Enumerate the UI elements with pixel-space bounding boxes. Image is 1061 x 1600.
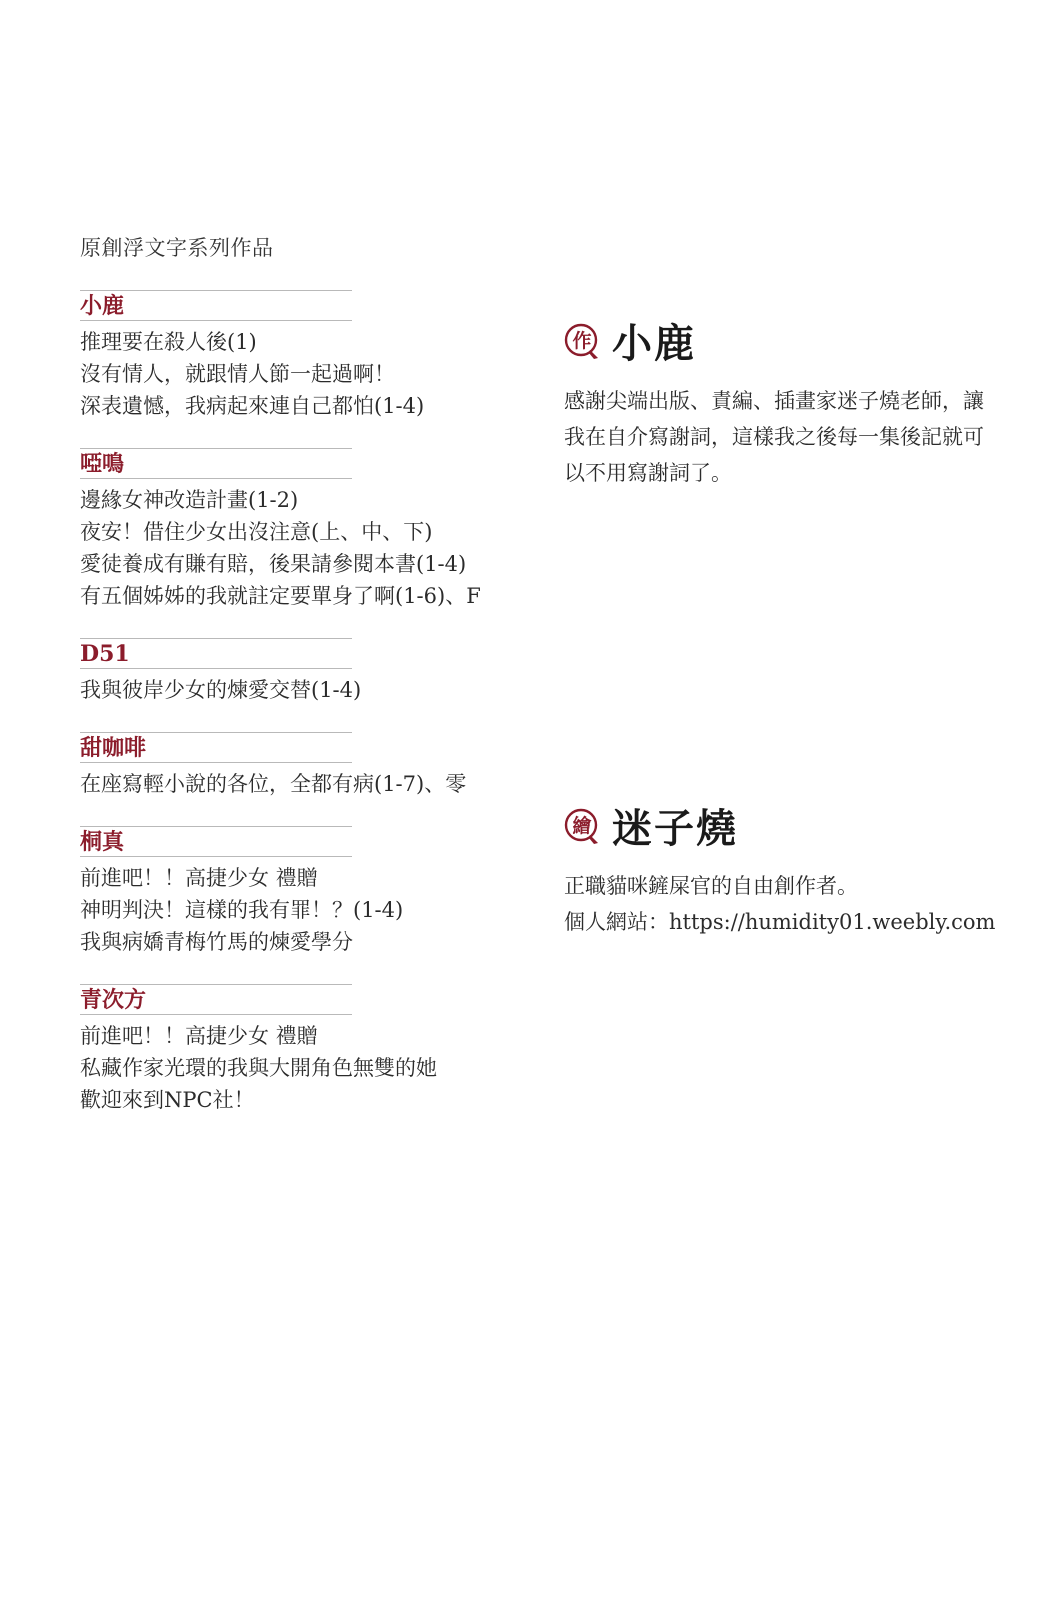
author-name: 青次方 [80, 984, 352, 1015]
works-list [80, 1020, 500, 1116]
illustrator-header [564, 797, 1004, 854]
work-title: 私藏作家光環的我與大開角色無雙的她 [80, 1056, 437, 1080]
work-title: 神明判決！這樣的我有罪！？(1-4) [80, 898, 404, 922]
work-title: 夜安！借住少女出沒注意(上、中、下) [80, 520, 433, 544]
works-list [80, 862, 500, 958]
author-name: 甜咖啡 [80, 732, 352, 763]
writer-badge-label: 作 [572, 329, 592, 352]
bio-line: 我在自介寫謝詞，這樣我之後每一集後記就可 [564, 425, 984, 449]
illustrator-badge-label: 繪 [572, 814, 592, 837]
illustrator-name: 迷子燒 [612, 805, 738, 852]
author-works-list [80, 280, 500, 1142]
work-title: 愛徒養成有賺有賠，後果請參閱本書(1-4) [80, 552, 467, 576]
works-list [80, 768, 500, 800]
work-title: 深表遺憾，我病起來連自己都怕(1-4) [80, 394, 425, 418]
author-block-yaming [80, 448, 500, 612]
bio-line: 正職貓咪鏟屎官的自由創作者。 [564, 874, 858, 898]
work-title: 在座寫輕小說的各位，全都有病(1-7)、零 [80, 772, 467, 796]
work-title: 前進吧！！高捷少女 禮贈 [80, 866, 318, 890]
work-title: 我與彼岸少女的煉愛交替(1-4) [80, 678, 362, 702]
works-list [80, 674, 500, 706]
author-name: 小鹿 [80, 290, 352, 321]
work-title: 前進吧！！高捷少女 禮贈 [80, 1024, 318, 1048]
works-list [80, 326, 500, 422]
work-title: 沒有情人，就跟情人節一起過啊！ [80, 362, 395, 386]
author-block-xiaolu [80, 290, 500, 422]
magnifier-badge-icon [564, 323, 600, 359]
illustrator-bio [564, 868, 1004, 940]
writer-header [564, 312, 1004, 369]
author-block-tiankafei [80, 732, 500, 800]
work-title: 邊緣女神改造計畫(1-2) [80, 488, 299, 512]
writer-name: 小鹿 [612, 320, 696, 367]
author-block-qingcifang [80, 984, 500, 1116]
work-title: 有五個姊姊的我就註定要單身了啊(1-6)、F [80, 584, 481, 608]
works-list [80, 484, 500, 612]
work-title: 推理要在殺人後(1) [80, 330, 257, 354]
illustrator-profile [564, 797, 1004, 940]
bio-line: 感謝尖端出版、責編、插畫家迷子燒老師，讓 [564, 389, 984, 413]
series-heading: 原創浮文字系列作品 [80, 236, 274, 260]
author-name: 桐真 [80, 826, 352, 857]
author-name: 啞鳴 [80, 448, 352, 479]
author-block-d51 [80, 638, 500, 706]
writer-profile [564, 312, 1004, 491]
magnifier-badge-icon [564, 808, 600, 844]
bio-line: 以不用寫謝詞了。 [564, 461, 732, 485]
writer-bio [564, 383, 1004, 491]
work-title: 歡迎來到NPC社！ [80, 1088, 255, 1112]
author-block-tongzhen [80, 826, 500, 958]
website-line: 個人網站：https://humidity01.weebly.com [564, 910, 996, 934]
work-title: 我與病嬌青梅竹馬的煉愛學分 [80, 930, 353, 954]
author-name: D51 [80, 638, 352, 669]
